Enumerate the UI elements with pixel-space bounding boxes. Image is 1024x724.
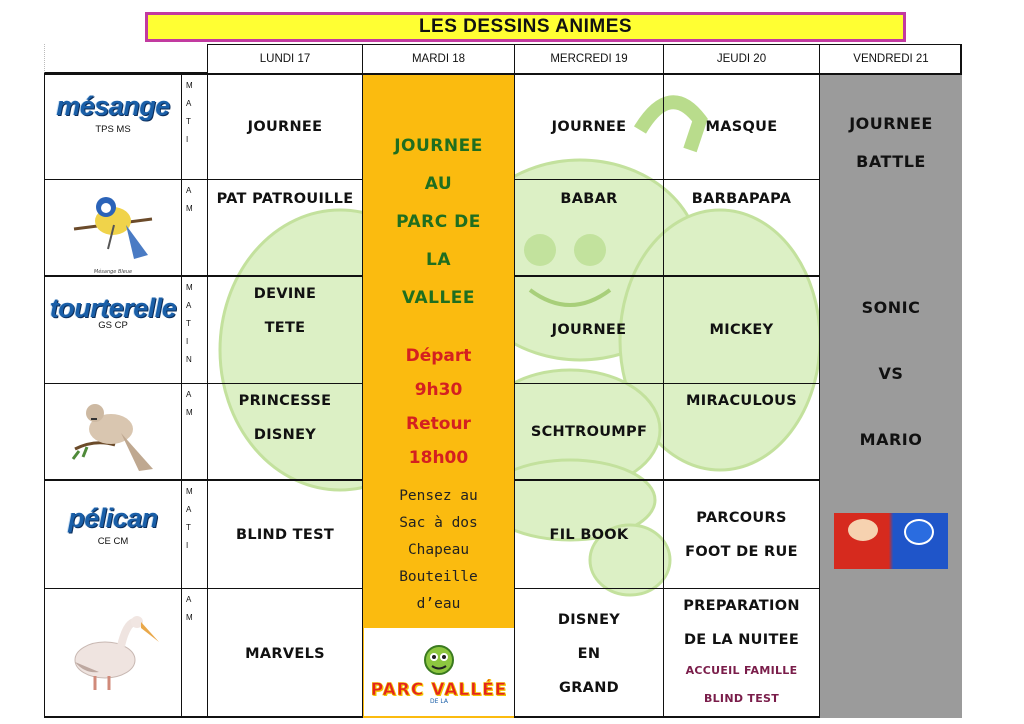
group-level: GS CP — [98, 320, 128, 331]
cell-mercredi-1: JOURNEE — [514, 73, 663, 179]
cell-jeudi-1: MASQUE — [663, 73, 819, 179]
cell-mercredi-4: SCHTROUMPF — [514, 383, 663, 479]
park-logo-small: DE LA — [430, 697, 448, 705]
cell-lundi-6: MARVELS — [207, 588, 362, 718]
cell-vendredi-battle — [819, 73, 962, 718]
day-header-vendredi: VENDREDI 21 — [819, 44, 962, 73]
slot-am: A M — [181, 383, 207, 479]
cell-jeudi-2: BARBAPAPA — [663, 179, 819, 275]
group-name: pélican — [68, 503, 158, 533]
battle-versus: SONIC VS MARIO — [859, 298, 923, 449]
slot-matin: M A T I — [181, 73, 207, 179]
cell-mercredi-6: DISNEY EN GRAND — [514, 588, 663, 718]
header-corner-slot — [181, 44, 207, 73]
header-corner — [44, 44, 181, 73]
park-mascot-icon — [419, 640, 459, 680]
cell-jeudi-3: MICKEY — [663, 275, 819, 383]
park-logo-text: PARC VALLÉE — [370, 679, 508, 700]
day-header-mardi: MARDI 18 — [362, 44, 514, 73]
slot-matin: M A T I — [181, 479, 207, 588]
group-name: mésange — [56, 91, 170, 121]
group-mesange — [44, 73, 181, 179]
schedule-table — [44, 44, 962, 718]
cell-lundi-4: PRINCESSE DISNEY — [207, 383, 362, 479]
group-pelican — [44, 479, 181, 588]
slot-am: A M — [181, 588, 207, 718]
group-level: TPS MS — [95, 124, 131, 135]
slot-am: A M — [181, 179, 207, 275]
cell-lundi-1: JOURNEE — [207, 73, 362, 179]
day-header-lundi: LUNDI 17 — [207, 44, 362, 73]
pelican-icon — [65, 606, 161, 702]
group-name: tourterelle — [49, 293, 177, 323]
page-title: LES DESSINS ANIMES — [145, 12, 906, 42]
mario-sonic-image — [834, 513, 948, 569]
bird-caption: Mésange Bleue — [93, 269, 133, 275]
slot-matin: M A T I N — [181, 275, 207, 383]
blind-test-note: BLIND TEST — [703, 692, 780, 705]
cell-lundi-5: BLIND TEST — [207, 479, 362, 588]
cell-mercredi-2: BABAR — [514, 179, 663, 275]
cell-mercredi-5: FIL BOOK — [514, 479, 663, 588]
blue-tit-icon — [68, 189, 158, 267]
cell-jeudi-6: PREPARATION DE LA NUITEE ACCUEIL FAMILLE BLIND TEST — [663, 588, 819, 718]
day-header-mercredi: MERCREDI 19 — [514, 44, 663, 73]
cell-jeudi-4: MIRACULOUS — [663, 383, 819, 479]
dove-icon — [65, 389, 161, 475]
outing-times: Départ 9h30 Retour 18h00 — [405, 346, 472, 468]
bird-pelican — [44, 588, 181, 718]
group-level: CE CM — [97, 536, 129, 547]
park-logo — [364, 628, 514, 716]
outing-reminder: Pensez au Sac à dos Chapeau Bouteille d’eau — [399, 488, 478, 612]
bird-tourterelle — [44, 383, 181, 479]
cell-mardi-outing — [362, 73, 514, 718]
cell-lundi-2: PAT PATROUILLE — [207, 179, 362, 275]
cell-lundi-3: DEVINE TETE — [207, 275, 362, 383]
battle-title: JOURNEE BATTLE — [849, 114, 933, 171]
group-tourterelle — [44, 275, 181, 383]
cell-jeudi-5: PARCOURS FOOT DE RUE — [663, 479, 819, 588]
cell-mercredi-3: JOURNEE — [514, 275, 663, 383]
outing-title: JOURNEE AU PARC DE LA VALLEE — [394, 136, 483, 308]
bird-mesange — [44, 179, 181, 275]
day-header-jeudi: JEUDI 20 — [663, 44, 819, 73]
family-welcome: ACCUEIL FAMILLE — [685, 664, 798, 677]
